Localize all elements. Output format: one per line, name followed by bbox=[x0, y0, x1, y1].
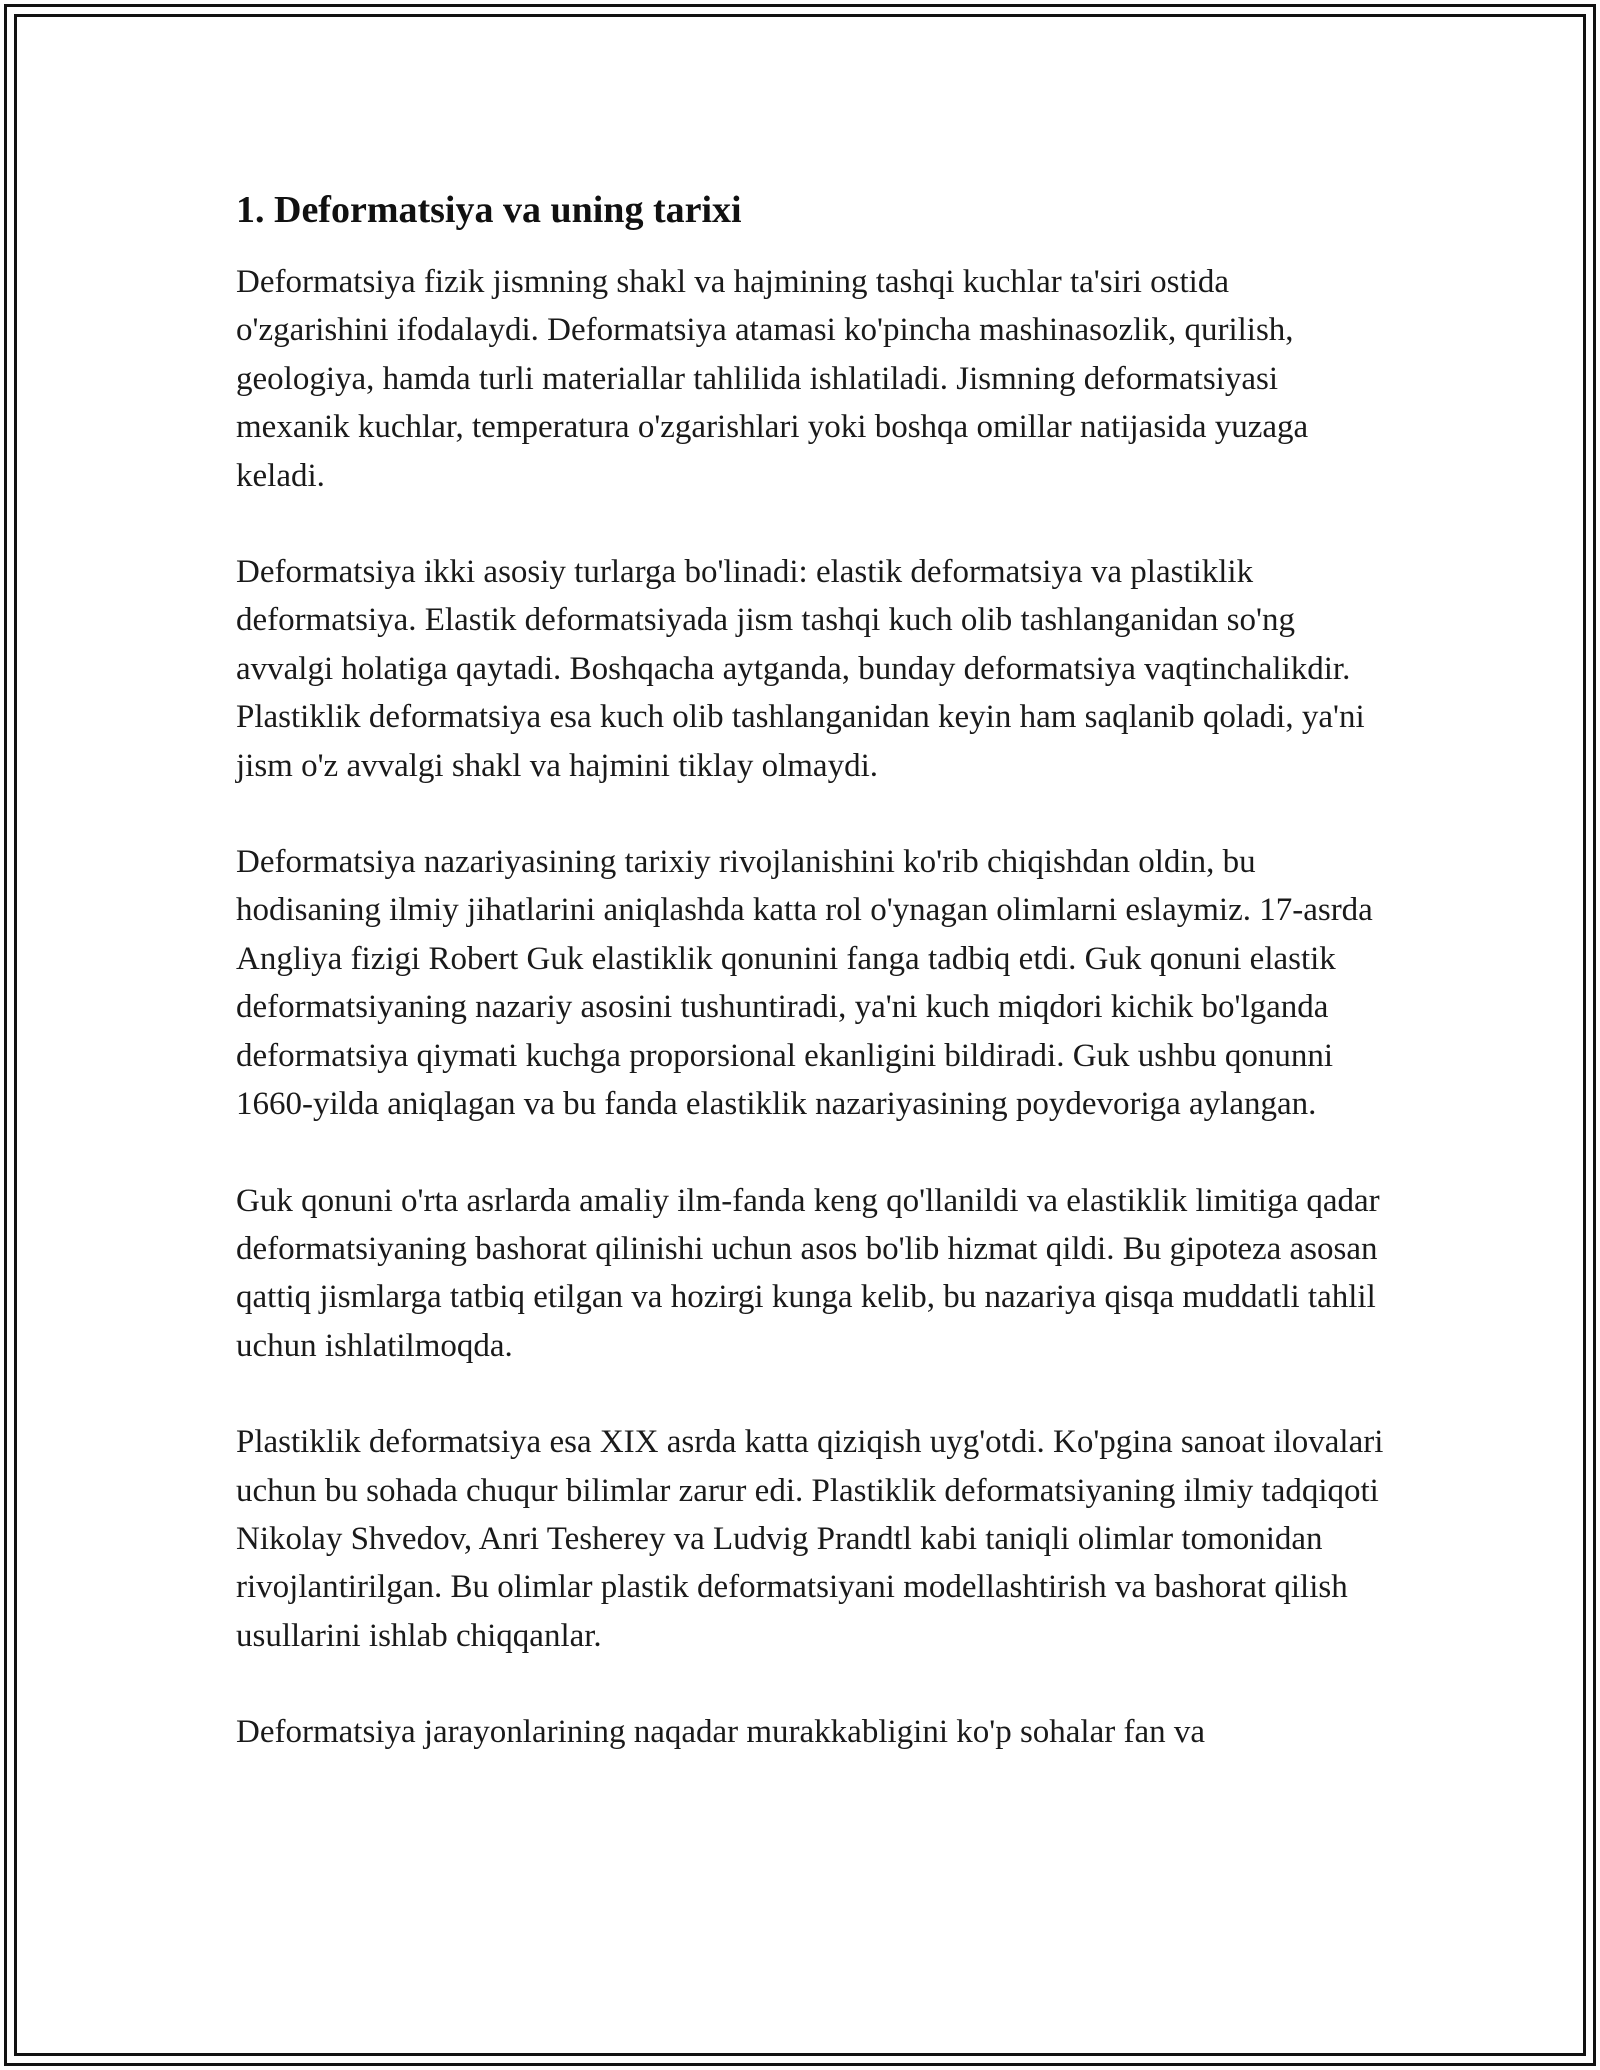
paragraph-2: Deformatsiya ikki asosiy turlarga bo'linadi: elastik deformatsiya va plastiklik deformatsiya. Elastik deformatsiyada jism tashqi kuch olib tashlanganidan so'ng avvalgi holatiga qaytadi. Boshqacha aytganda, bunday deformatsiya vaqtinchalikdir. Plastiklik deformatsiya esa kuch olib tashlanganidan keyin ham saqlanib qoladi, ya'ni jism o'z avvalgi shakl va hajmini tiklay olmaydi. bbox=[236, 554, 1365, 784]
paragraph-6: Deformatsiya jarayonlarining naqadar murakkabligini ko'p sohalar fan va bbox=[236, 1714, 1206, 1751]
document-body bbox=[236, 186, 1386, 1805]
section-heading: 1. Deformatsiya va uning tarixi bbox=[236, 189, 742, 231]
paragraph-4: Guk qonuni o'rta asrlarda amaliy ilm-fanda keng qo'llanildi va elastiklik limitiga qadar deformatsiyaning bashorat qilinishi uchun asos bo'lib hizmat qildi. Bu gipoteza asosan qattiq jismlarga tatbiq etilgan va hozirgi kunga kelib, bu nazariya qisqa muddatli tahlil uchun ishlatilmoqda. bbox=[236, 1182, 1380, 1364]
paragraph-3: Deformatsiya nazariyasining tarixiy rivojlanishini ko'rib chiqishdan oldin, bu hodisaning ilmiy jihatlarini aniqlashda katta rol o'ynagan olimlarni eslaymiz. 17-asrda Angliya fizigi Robert Guk elastiklik qonunini fanga tadbiq etdi. Guk qonuni elastik deformatsiyaning nazariy asosini tushuntiradi, ya'ni kuch miqdori kichik bo'lganda deformatsiya qiymati kuchga proporsional ekanligini bildiradi. Guk ushbu qonunni 1660-yilda aniqlagan va bu fanda elastiklik nazariyasining poydevoriga aylangan. bbox=[236, 844, 1373, 1123]
paragraph-5: Plastiklik deformatsiya esa XIX asrda katta qiziqish uyg'otdi. Ko'pgina sanoat ilovalari uchun bu sohada chuqur bilimlar zarur edi. Plastiklik deformatsiyaning ilmiy tadqiqoti Nikolay Shvedov, Anri Tesherey va Ludvig Prandtl kabi taniqli olimlar tomonidan rivojlantirilgan. Bu olimlar plastik deformatsiyani modellashtirish va bashorat qilish usullarini ishlab chiqqanlar. bbox=[236, 1424, 1384, 1654]
paragraph-1: Deformatsiya fizik jismning shakl va hajmining tashqi kuchlar ta'siri ostida o'zgarishini ifodalaydi. Deformatsiya atamasi ko'pincha mashinasozlik, qurilish, geologiya, hamda turli materiallar tahlilida ishlatiladi. Jismning deformatsiyasi mexanik kuchlar, temperatura o'zgarishlari yoki boshqa omillar natijasida yuzaga keladi. bbox=[236, 264, 1309, 494]
